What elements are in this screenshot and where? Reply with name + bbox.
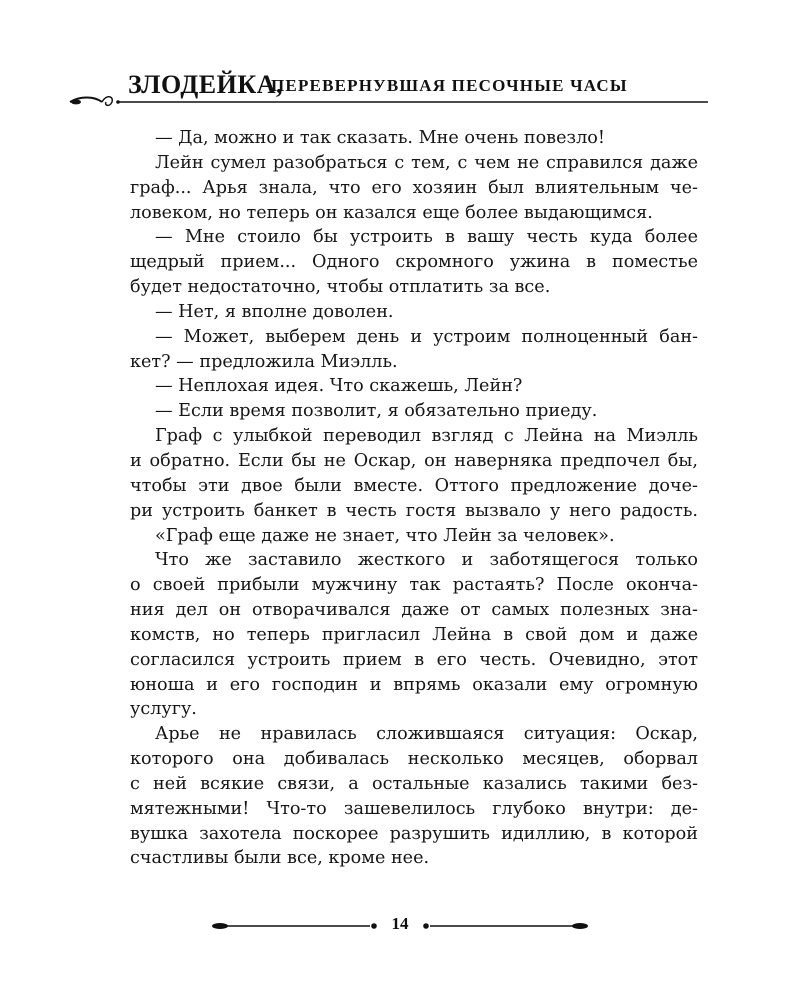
page-footer [210, 912, 590, 940]
text-line: мятежными! Что-то зашевелилось глубоко внутри: де- [130, 798, 698, 819]
text-line: — Нет, я вполне доволен. [155, 301, 394, 322]
running-header [68, 62, 708, 118]
text-line: с ней всякие связи, а остальные казались такими без- [130, 773, 698, 794]
text-line: согласился устроить прием в его честь. Очевидно, этот [130, 649, 698, 670]
text-line: счастливы были все, кроме нее. [130, 848, 430, 869]
text-line: комств, но теперь пригласил Лейна в свой дом и даже [130, 624, 698, 645]
text-line: будет недостаточно, чтобы отплатить за все. [130, 277, 551, 298]
text-line: и обратно. Если бы не Оскар, он наверняка предпочел бы, [130, 450, 698, 471]
book-subtitle: ПЕРЕВЕРНУВШАЯ ПЕСОЧНЫЕ ЧАСЫ [271, 76, 628, 95]
text-line: Арье не нравилась сложившаяся ситуация: Оскар, [155, 724, 698, 745]
text-line: «Граф еще даже не знает, что Лейн за человек». [155, 525, 615, 546]
text-line: ри устроить банкет в честь гостя вызвало у него радость. [130, 500, 698, 521]
text-line: — Может, выберем день и устроим полноценный бан- [155, 326, 698, 347]
text-line: Лейн сумел разобраться с тем, с чем не справился даже [155, 152, 698, 173]
text-line: юноша и его господин и впрямь оказали ему огромную [130, 674, 698, 695]
text-line: щедрый прием... Одного скромного ужина в поместье [130, 252, 698, 273]
text-line: — Если время позволит, я обязательно приеду. [155, 401, 598, 422]
text-line: ния дел он отворачивался даже от самых полезных зна- [130, 600, 698, 621]
text-line: — Неплохая идея. Что скажешь, Лейн? [155, 376, 523, 397]
text-line: Что же заставило жесткого и заботящегося только [155, 550, 698, 571]
text-line: — Да, можно и так сказать. Мне очень повезло! [155, 128, 605, 148]
text-line: вушка захотела поскорее разрушить идиллию, в которой [130, 823, 698, 844]
text-line: которого она добивалась несколько месяцев, оборвал [130, 749, 698, 770]
text-line: услугу. [130, 699, 197, 720]
page-number: 14 [391, 914, 409, 933]
text-line: ловеком, но теперь он казался еще более выдающимся. [130, 202, 653, 223]
page-body [130, 126, 698, 871]
text-line: Граф с улыбкой переводил взгляд с Лейна на Миэлль [155, 426, 698, 447]
text-line: — Мне стоило бы устроить в вашу честь куда более [155, 227, 698, 248]
text-line: чтобы эти двое были вместе. Оттого предложение доче- [130, 475, 698, 496]
book-title: ЗЛОДЕЙКА, [128, 70, 283, 99]
text-line: о своей прибыли мужчину так растаять? После оконча- [130, 575, 698, 596]
text-line: кет? — предложила Миэлль. [130, 351, 398, 372]
text-line: граф... Арья знала, что его хозяин был влиятельным че- [130, 177, 698, 198]
